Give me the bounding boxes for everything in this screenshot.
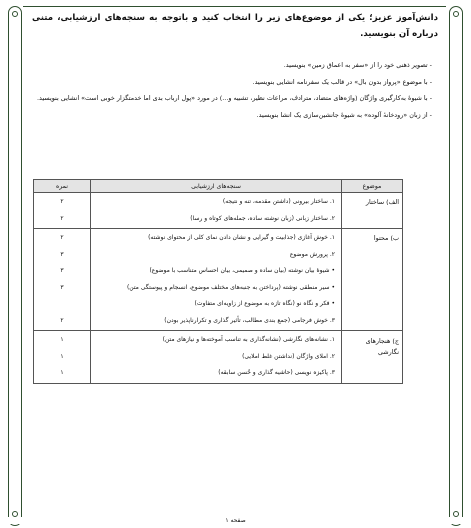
table-row: [34, 331, 403, 384]
criteria-cell: [91, 229, 342, 331]
header-score: نمره: [34, 180, 91, 193]
topic-cell: ج) هنجارهای نگارشی: [342, 331, 403, 384]
topic-cell: ب) محتوا: [342, 229, 403, 331]
score: ۲: [60, 214, 64, 222]
criterion: ۱. خوش آغازی (جذابیت و گیرایی و نشان دادن نمای کلی از محتوای نوشته): [148, 234, 335, 241]
criteria-cell: [91, 193, 342, 229]
score: ۱: [60, 352, 64, 360]
criteria-cell: [91, 331, 342, 384]
score: ۳: [60, 283, 64, 291]
score: ۳: [60, 250, 64, 258]
table-row: [34, 193, 403, 229]
criterion: ۳. پاکیزه نویسی (حاشیه گذاری و حُسن سابقه): [218, 369, 335, 376]
ring-decoration: [453, 11, 459, 17]
right-border-bar: [449, 6, 463, 526]
criterion: ۲. ساختار زبانی (زبان نوشته ساده، جمله‌های کوتاه و رسا): [190, 214, 335, 222]
criterion: ۳. خوش فرجامی (جمع بندی مطالب، تأثیر گذاری و تکرارناپذیر بودن): [164, 316, 335, 324]
criterion: • سیر منطقی نوشته (پرداختن به جنبه‌های مختلف موضوع، انسجام و پیوستگی متن): [126, 283, 335, 291]
criterion: ۱. ساختار بیرونی (داشتن مقدمه، تنه و نتیجه): [222, 198, 335, 205]
table-header-row: [34, 180, 403, 193]
score: ۲: [60, 198, 64, 205]
topic-item: - با شیوهٔ به‌کارگیری واژگان (واژه‌های متضاد، مترادف، مراعات نظیر، تشبیه و...) در مورد «پول ارباب بدی اما خدمتگزار خوبی است» انشایی بنویسید.: [36, 94, 432, 102]
topic-item: - از زبان «رودخانهٔ آلوده» به شیوهٔ جانشین‌سازی یک انشا بنویسید.: [256, 110, 432, 119]
header-criteria: سنجه‌های ارزشیابی: [91, 180, 342, 193]
score: ۲: [60, 234, 64, 241]
score: ۲: [60, 316, 64, 324]
score: ۳: [60, 267, 64, 274]
top-border-line: [23, 6, 446, 7]
criterion: ۱. نشانه‌های نگارشی (نشانه‌گذاری به تناسب آموخته‌ها و نیازهای متن): [162, 336, 335, 343]
ring-decoration: [12, 11, 18, 17]
assessment-table: [33, 179, 403, 384]
score: [37, 296, 87, 313]
table-row: [34, 229, 403, 331]
criterion: ۲. پرورش موضوع: [289, 250, 335, 258]
header-topic: موضوع: [342, 180, 403, 193]
page-content: [32, 8, 438, 123]
criterion: • شیوهٔ بیان نوشته (بیان ساده و صمیمی، بیان احساس متناسب با موضوع): [149, 267, 335, 274]
score: ۱: [60, 369, 64, 376]
topic-cell: الف) ساختار: [342, 193, 403, 229]
left-border-bar: [8, 6, 22, 526]
topic-item: - تصویر ذهنی خود را از «سفر به اعماق زمین» بنویسید.: [283, 61, 432, 69]
score-cell: [34, 193, 91, 229]
criterion: ۲. املای واژگان (نداشتن غلط املایی): [242, 352, 335, 360]
topic-item: - با موضوع «پرواز بدون بال» در قالب یک سفرنامه انشایی بنویسید.: [252, 77, 432, 86]
instruction-text: دانش‌آموز عزیز؛ یکی از موضوع‌های زیر را انتخاب کنید و باتوجه به سنجه‌های ارزشیابی، متنی درباره آن بنویسید.: [32, 13, 438, 39]
criterion: • فکر و نگاه نو (نگاه تازه به موضوع از زاویه‌ای متفاوت): [194, 300, 335, 307]
score-cell: [34, 331, 91, 384]
page-number: صفحه ۱: [0, 517, 471, 524]
score: ۱: [60, 336, 64, 343]
score-cell: [34, 229, 91, 331]
topic-list: [32, 58, 438, 123]
